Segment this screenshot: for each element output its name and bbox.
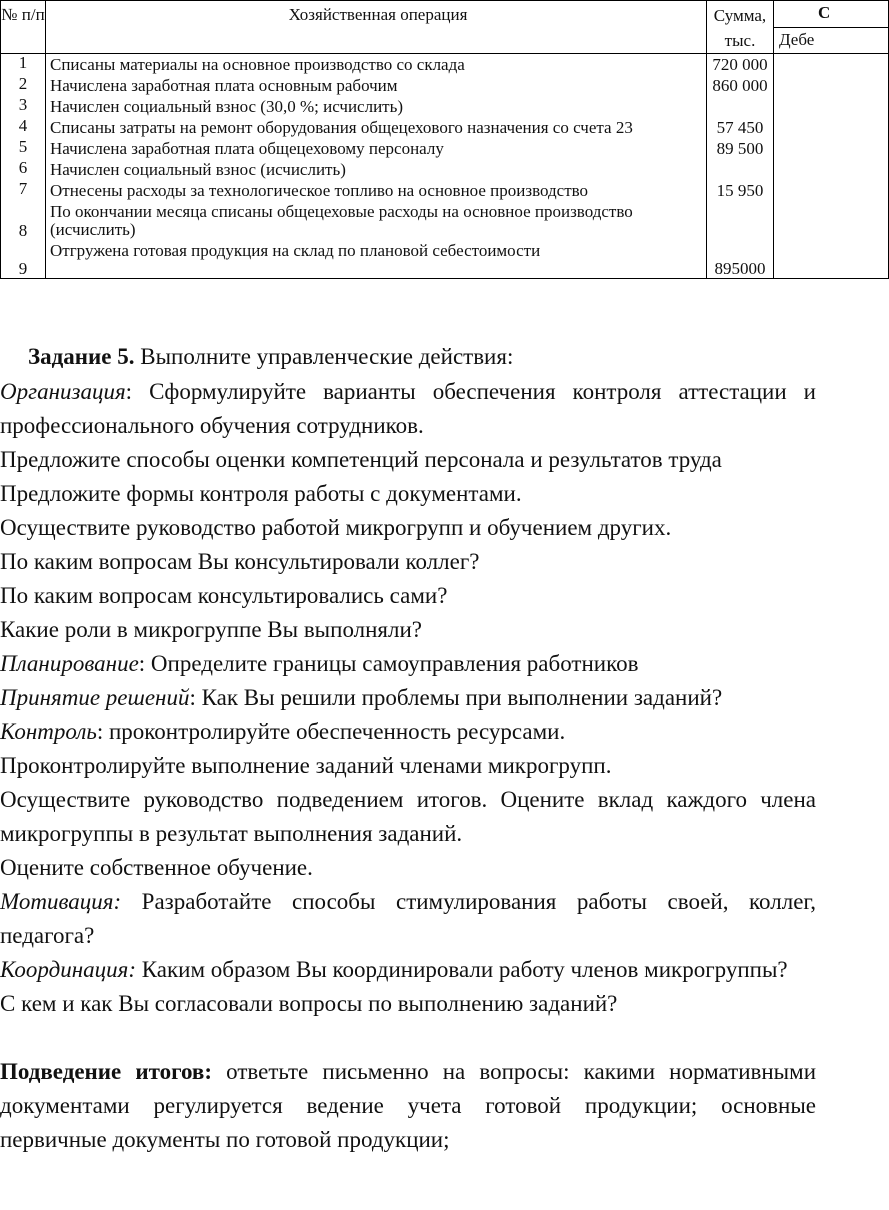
table-row: [1, 96, 889, 117]
paragraph-motivation: [0, 885, 816, 953]
table-row: [1, 138, 889, 159]
row-sum: [707, 96, 774, 117]
paragraph-coordination: [0, 953, 816, 987]
header-number: № п/п: [1, 1, 46, 54]
paragraph-planning: [0, 647, 816, 681]
row-sum: 15 950: [707, 180, 774, 201]
text-control: : проконтролируйте обеспеченность ресурсами.: [96, 719, 566, 744]
text-summary: ответьте письменно на вопросы: какими нормативными документами регулируется ведение учета готовой продукции; основные первичные документы по готовой продукции;: [0, 1059, 816, 1152]
row-operation: Отнесены расходы за технологическое топливо на основное производство: [46, 180, 707, 201]
label-decisions: Принятие решений: [0, 685, 190, 710]
row-operation: Списаны затраты на ремонт оборудования общецехового назначения со счета 23: [46, 117, 707, 138]
text-motivation: Разработайте способы стимулирования работы своей, коллег, педагога?: [0, 889, 816, 948]
row-operation: Списаны материалы на основное производство со склада: [46, 54, 707, 76]
task-section: [0, 340, 816, 1157]
paragraph: Оцените собственное обучение.: [0, 855, 313, 880]
paragraph: Какие роли в микрогруппе Вы выполняли?: [0, 617, 422, 642]
paragraph-organization: [0, 375, 816, 443]
label-planning: Планирование: [0, 651, 139, 676]
row-debit: [774, 240, 889, 278]
label-control: Контроль: [0, 719, 97, 744]
header-operation: Хозяйственная операция: [46, 1, 707, 54]
row-operation: Начислена заработная плата основным рабочим: [46, 75, 707, 96]
row-sum: 860 000: [707, 75, 774, 96]
row-number: 8: [1, 201, 46, 240]
header-correspondence: С: [774, 1, 889, 28]
row-sum: 57 450: [707, 117, 774, 138]
table-row: [1, 159, 889, 180]
row-sum: 720 000: [707, 54, 774, 76]
label-organization: Организация: [0, 379, 126, 404]
row-debit: [774, 180, 889, 201]
task-title: Задание 5.: [28, 344, 135, 369]
row-sum: [707, 159, 774, 180]
header-sum: Сумма, тыс.: [707, 1, 774, 54]
row-sum: [707, 201, 774, 240]
row-debit: [774, 117, 889, 138]
paragraph: Предложите формы контроля работы с документами.: [0, 481, 522, 506]
row-operation: Отгружена готовая продукция на склад по плановой себестоимости: [46, 240, 707, 278]
text-organization: : Сформулируйте варианты обеспечения контроля аттестации и профессионального обучения сотрудников.: [0, 379, 816, 438]
paragraph: Осуществите руководство подведением итогов. Оцените вклад каждого члена микрогруппы в результат выполнения заданий.: [0, 787, 816, 846]
table-row: [1, 117, 889, 138]
row-operation: Начислена заработная плата общецеховому персоналу: [46, 138, 707, 159]
row-number: 6: [1, 159, 46, 180]
paragraph-decisions: [0, 681, 816, 715]
label-summary: Подведение итогов:: [0, 1059, 213, 1084]
paragraph: С кем и как Вы согласовали вопросы по выполнению заданий?: [0, 991, 618, 1016]
row-number: 7: [1, 180, 46, 201]
row-debit: [774, 138, 889, 159]
row-operation: Начислен социальный взнос (30,0 %; исчислить): [46, 96, 707, 117]
row-sum: 89 500: [707, 138, 774, 159]
paragraph: Проконтролируйте выполнение заданий членами микрогрупп.: [0, 753, 612, 778]
paragraph: По каким вопросам Вы консультировали коллег?: [0, 549, 480, 574]
row-debit: [774, 159, 889, 180]
paragraph-summary: [0, 1055, 816, 1157]
row-debit: [774, 75, 889, 96]
text-decisions: : Как Вы решили проблемы при выполнении заданий?: [189, 685, 723, 710]
table-row: [1, 180, 889, 201]
label-motivation: Мотивация:: [0, 889, 122, 914]
table-row: [1, 54, 889, 76]
task-intro: Выполните управленческие действия:: [140, 344, 514, 369]
text-coordination: Каким образом Вы координировали работу членов микрогруппы?: [136, 957, 788, 982]
row-sum: 895000: [707, 240, 774, 278]
row-number: 4: [1, 117, 46, 138]
row-number: 2: [1, 75, 46, 96]
spacer: [0, 1021, 816, 1055]
text-planning: : Определите границы самоуправления работников: [138, 651, 639, 676]
table-row: [1, 201, 889, 240]
row-number: 3: [1, 96, 46, 117]
row-number: 1: [1, 54, 46, 76]
row-debit: [774, 96, 889, 117]
row-operation: По окончании месяца списаны общецеховые расходы на основное производство (исчислить): [46, 201, 707, 240]
table-row: [1, 75, 889, 96]
row-number: 5: [1, 138, 46, 159]
task-heading: [0, 340, 816, 374]
header-debit: Дебе: [774, 28, 889, 54]
paragraph: Предложите способы оценки компетенций персонала и результатов труда: [0, 447, 722, 472]
paragraph: Осуществите руководство работой микрогрупп и обучением других.: [0, 515, 672, 540]
row-number: 9: [1, 240, 46, 278]
row-debit: [774, 201, 889, 240]
paragraph: По каким вопросам консультировались сами?: [0, 583, 448, 608]
table-row: [1, 240, 889, 278]
row-debit: [774, 54, 889, 76]
paragraph-control: [0, 715, 816, 749]
label-coordination: Координация:: [0, 957, 136, 982]
row-operation: Начислен социальный взнос (исчислить): [46, 159, 707, 180]
operations-table: [0, 0, 889, 279]
